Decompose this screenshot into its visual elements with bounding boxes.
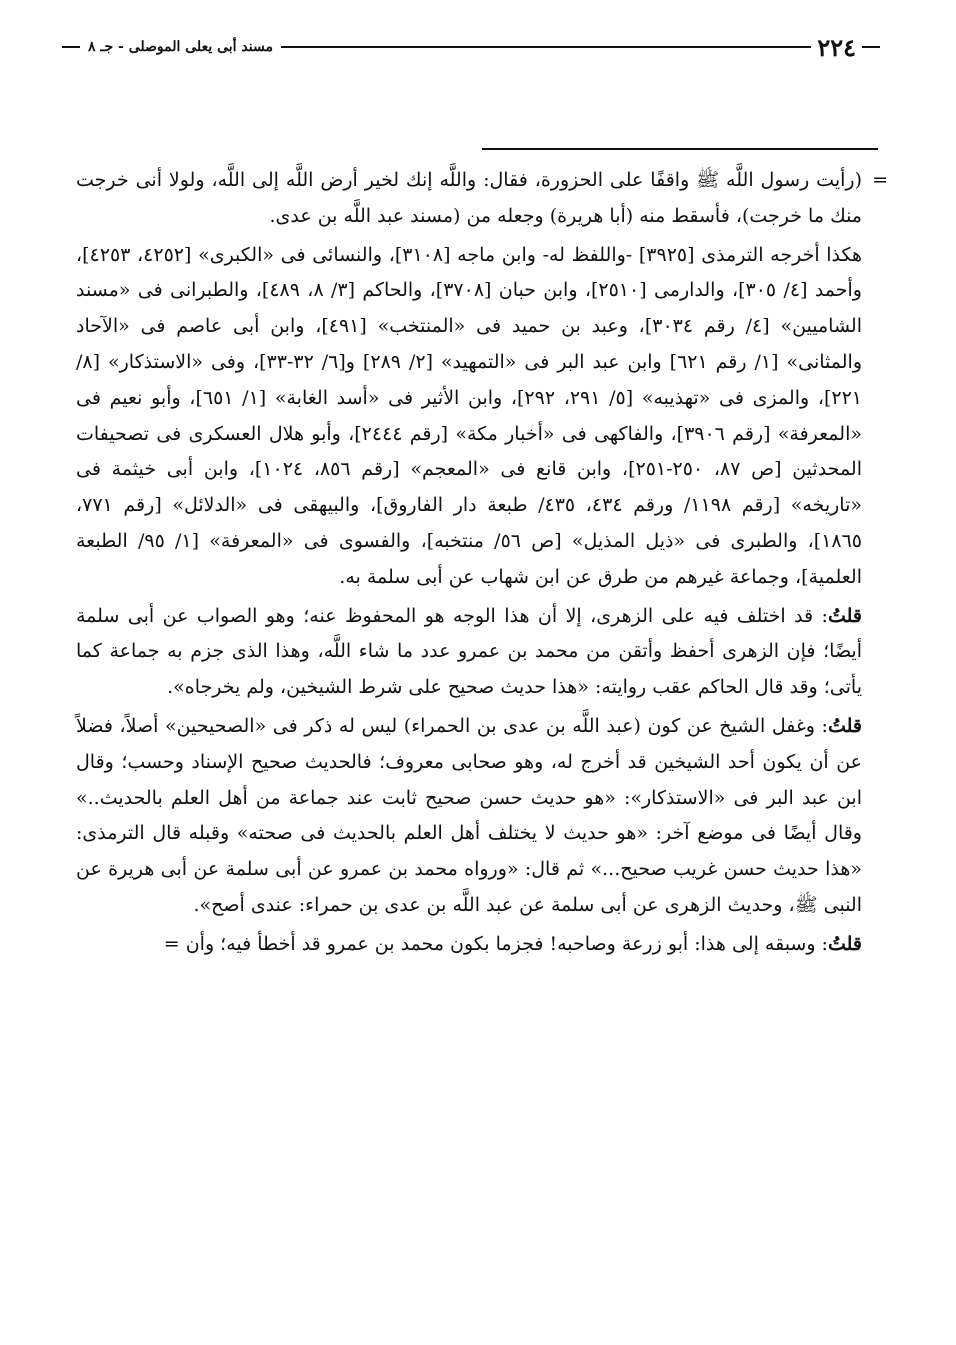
paragraph-text: : قد اختلف فيه على الزهرى، إلا أن هذا الوجه هو المحفوظ عنه؛ وهو الصواب عن أبى سلمة أيضًا؛ فإن الزهرى أحفظ وأتقن من محمد بن عمرو عدد ما شاء اللَّه، وهذا الذى جزم به جماعة كما يأتى؛ وقد قال الحاكم عقب روايته: «هذا حديث صحيح على شرط الشيخين، ولم يخرجاه». [76,604,862,699]
paragraph-text: : وسبقه إلى هذا: أبو زرعة وصاحبه! فجزما بكون محمد بن عمرو قد أخطأ فيه؛ وأن = [163,932,828,955]
qult-lead: قلتُ [827,604,862,627]
page-header [62,30,880,64]
running-title: مسند أبى يعلى الموصلى - جـ ٨ [88,39,273,55]
header-dash-left [62,46,80,48]
footnote-paragraph-2 [76,238,862,596]
qult-lead: قلتُ [827,714,862,737]
footnote-paragraph-5 [76,927,862,963]
paragraph-text: : وغفل الشيخ عن كون (عبد اللَّه بن عدى بن الحمراء) ليس له ذكر فى «الصحيحين» أصلاً، فضلاً عن أن يكون أحد الشيخين قد أخرج له، وهو صحابى معروف؛ فالحديث صحيح الإسناد وحسب؛ وقال ابن عبد البر فى «الاستذكار»: «هو حديث حسن صحيح ثابت عند جماعة من أهل العلم بالحديث..» وقال أيضًا فى موضع آخر: «هو حديث لا يختلف أهل العلم بالحديث فى صحته» وقبله قال الترمذى: «هذا حديث حسن غريب صحيح...» ثم قال: «ورواه محمد بن عمرو عن أبى سلمة عن أبى هريرة عن النبى ﷺ، وحديث الزهرى عن أبى سلمة عن عبد اللَّه بن عدى بن حمراء: عندى أصح». [76,714,862,916]
footnote-separator [482,148,878,150]
paragraph-text: (رأيت رسول اللَّه ﷺ واقفًا على الحزورة، فقال: واللَّه إنك لخير أرض اللَّه إلى اللَّه، ولولا أنى خرجت منك ما خرجت)، فأسقط منه (أبا هريرة) وجعله من (مسند عبد اللَّه بن عدى. [76,169,862,227]
footnote-paragraph-4 [76,709,862,924]
paragraph-text: هكذا أخرجه الترمذى [٣٩٢٥] -واللفظ له- وابن ماجه [٣١٠٨]، والنسائى فى «الكبرى» [٤٢٥٢، ٤٢٥٣]، وأحمد [٤/ ٣٠٥]، والدارمى [٢٥١٠]، وابن حبان [٣٧٠٨]، والحاكم [٣/ ٨، ٤٨٩]، والطبرانى فى «مسند الشاميين» [٤/ رقم ٣٠٣٤]، وعبد بن حميد فى «المنتخب» [٤٩١]، وابن أبى عاصم فى «الآحاد والمثانى» [١/ رقم ٦٢١] وابن عبد البر فى «التمهيد» [٢/ ٢٨٩] و[٦/ ٣٢-٣٣]، وفى «الاستذكار» [٨/ ٢٢١]، والمزى فى «تهذيبه» [٥/ ٢٩١، ٢٩٢]، وابن الأثير فى «أسد الغابة» [١/ ٦٥١]، وأبو نعيم فى «المعرفة» [رقم ٣٩٠٦]، والفاكهى فى «أخبار مكة» [رقم ٢٤٤٤]، وأبو هلال العسكرى فى تصحيفات المحدثين [ص ٨٧، ٢٥٠-٢٥١]، وابن قانع فى «المعجم» [رقم ٨٥٦، ١٠٢٤]، وابن أبى خيثمة فى «تاريخه» [رقم ١١٩٨/ ورقم ٤٣٤، ٤٣٥/ طبعة دار الفاروق]، والبيهقى فى «الدلائل» [رقم ٧٧١، ١٨٦٥]، والطبرى فى «ذيل المذيل» [ص ٥٦/ منتخبه]، والفسوى فى «المعرفة» [١/ ٩٥/ الطبعة العلمية]، وجماعة غيرهم من طرق عن ابن شهاب عن أبى سلمة به. [76,243,863,588]
footnote-body [76,163,888,966]
footnote-paragraph-3 [76,599,862,706]
qult-lead: قلتُ [827,932,862,955]
page-number: ٢٢٤ [817,32,856,62]
continuation-mark: = [872,169,888,191]
footnote-paragraph-1 [76,163,888,235]
header-rule [281,46,811,48]
header-dash-right [862,46,880,48]
